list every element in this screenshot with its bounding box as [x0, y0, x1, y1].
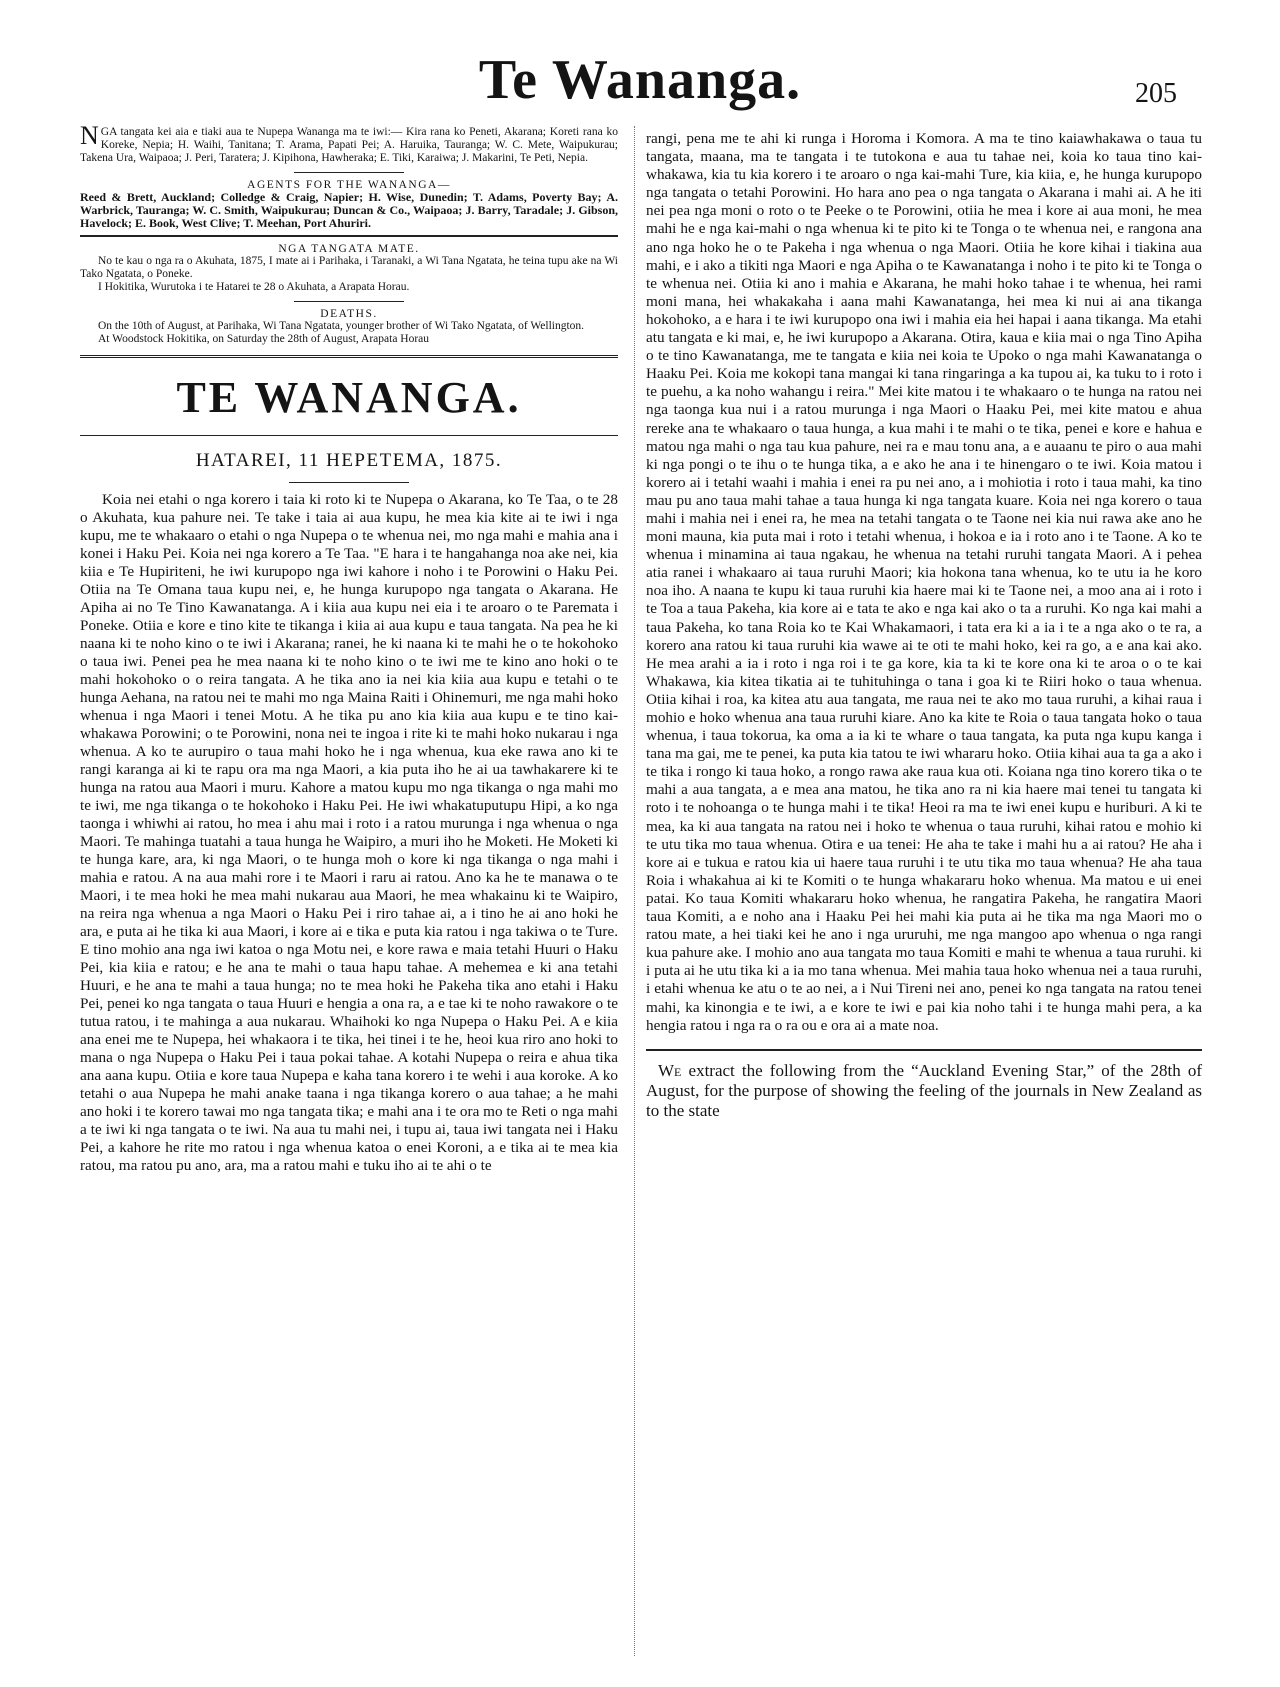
divider [294, 301, 404, 302]
extract-intro [646, 1061, 1202, 1121]
newspaper-title: Te Wananga. [478, 49, 802, 111]
deaths-maori-notice [80, 243, 618, 294]
editorial-dateline: HATAREI, 11 HEPETEMA, 1875. [195, 450, 503, 471]
divider [294, 172, 404, 173]
subscribers-notice [80, 121, 618, 165]
editorial-body-right: rangi, pena me te ahi ki runga i Horoma i Komora. A ma te tino kaiawhakawa o taua tu tangata, maana, ma te tangata i te tutokona e aua tu tahae nei, koia ko taua tino kai-whakawa, kia tu kia korero i te aroaro o nga kai-mahi Ture, kia kiia, e, he hunga kurupopo nga tangata o tetahi Porowini. Ho hara ano pea o nga tangata o Akarana i mahi ai. A he iti nei pea nga moni o roto o te Peeke o te Porowini, otiia he mea i kore ai aua moni, he mea mahi he e nga kai-mahi o nga whenua ki te pito ki te Tonga o te whenua nei, e rangona ana ano nga hoko he o te Pakeha i nga whenua o nga Maori. Otiia he kore kihai i tiakina aua mahi, e i ako a tikiti nga Maori e nga Apiha o te Kawanatanga i noho i te pito ki te Tonga o te whenua nei. Otiia ki ano i mahia e Akarana, he mahi hoko tahae i te whenua, hei rami moni mana, hei whakakaha i aana mahi Kawanatanga, hei mea ki nui ai ana tikanga hokohoko, a e hara i te iwi kurupopo ona iwi i mahia eia hei hapai i aana tikanga. Ma etahi atu tangata e ki mai, e, he iwi kurupopo a Akarana. Otira, kaua e kiia mai o nga Tino Apiha o te tino Kawanatanga, me te tangata e kiia nei koia te Upoko o nga mahi Kawanatanga o Haaku Pei. Koia me kokopi tana mangai ki tana ringaringa a ka tupou ai, ka tuku to i roto i te puehu, a ka noho wahangu i reira." Mei kite matou i te whakaaro o te hunga na ratou nei nga taonga kua nui i a ratou murunga i nga Maori o Haaku Pei, mei kite matou e ahua rereke ana te whakaaro o taua hunga, a kua mahi i te mahi o te tika, penei e kore e hahua e matou nga mahi o nga tau kua pahure, nei ra e mau tonu ana, a e auaanu te piro o aua mahi ki nga pongi o te ihu o te hunga tika, a e ako he ana i te hinengaro o te iwi. Koia matou i korero ai i tetahi waahi i mahia i enei ra pu nei ano, a i mohiotia i roto i taua mahi, ka tino mau pu ano taua mahi tahae a taua hunga ki nga tangata kuare. Koia nei nga korero o taua mahi i mahia nei i enei ra, he mea na tetahi tangata o te Taone nei kia nui rawa ake ano he moni mauna, kia puta mai i roto i tetahi whenua, i hokoa e ia i roto ano i te Taone. A ko te whenua i minamina ai taua ngakau, he whenua na tetahi ruruhi tangata Maori. A i pehea atia ranei i whakaaro ai taua ruruhi Maori; kia hokona tana whenua, ko te utu ia he koro noa iho. A naana te kupu ki taua ruruhi kia haere mai ki te Taone nei, a moo ana ai i roto i te Toa a taua Pakeha, kia kore ai e tata te ako e nga kai ako o ta a ruruhi. Ko nga kai mahi a taua Pakeha, ko tana Roia ko te Kai Whakamaori, i tata era ki a ia i te a nga ako o te ra, a korero ana ratou ki taua ruruhi kia wawe ai te oti te mahi hoko, kei ra go, a e ana kai ako. He mea arahi a ia i roto i nga roi i te ga kore, kia ta ki te kore ona ki te aroa o o te kai Whakawa, kia kitea tikatia ai te tuhituhinga o tana i goa ki te Riiri hoko o taua whenua. Otiia kihai i roa, ka kitea atu aua tangata, me raua nei te ako mo taua ruruhi, a kihai raua i mohio e hoko whenua ana taua ruruhi kiare. Ano ka kite te Roia o taua tangata hoko o taua whenua, i taua tokorua, ka oma a ia ki te whare o taua tangata, ka puta nga kupu kanga i tana ma gai, me te penei, ka puta kia tatou te iwi whararu hoko. Otiia kihai aua ta ga a ako i te tika i rongo ki taua hoko, a rongo rawa ake raua kua oti. Koiana nga tino korero tika o te mahi a aua tangata, a e mea ana matou, he tika ano ra ni kia haere mai tenei tu tangata ki roto i te nohoanga o te hunga mahi i te tika! Heoi ra ma te iwi enei kupu e huriburi. A ki te mea, ka ki aua tangata na ratou nei i hoko te whenua o taua ruruhi, kihai ratou e mohio ki te utu tika mo taua whenua. Otira e ua tenei: He aha te take i mahi hu a ai ratou? He aha i kore ai e tukua e ratou kia ui haere taua ruruhi i te utu tika mo taua whenua? He aha taua Roia i whakahua ai ki te Komiti o te hunga whakararu hoko whenua. Ma matou e ui enei patai. Ko taua Komiti whakararu hoko whenua, he rangatira Pakeha, he rangatira Maori taua Komiti, a e noho ana i Haaku Pei hei mahi kia puta ai he tika ma nga Maori mo o ratou mate, a hei tiaki kei he ano i nga ururuhi, me nga mangoo apo whenua o nga rangi kua pahure ake. I mohio ano aua tangata mo taua Komiti e mahi te whenua a taua ruruhi. ki i puta ai he utu tika ki a ia mo tana whenua. Mei mahia taua hoko whenua nei a taua ruruhi, i etahi whenua ke atu o te ao nei, a i Nui Tireni nei ano, penei ko nga tangata na ratou tenei mahi, ka kinongia e te iwi, a e kore te iwi e pai kia noho tahi i te hunga mahi pera, a ka hengia ratou i nga ra o ra ou e ora ai a mate noa. [646, 130, 1202, 1034]
right-column [646, 130, 1202, 1121]
column-divider [634, 126, 636, 1656]
deaths-maori-entry: No te kau o nga ra o Akuhata, 1875, I mate ai i Parihaka, i Taranaki, a Wi Tana Ngatata, he teina tupu ake na Wi Tako Ngatata, o Poneke. [80, 255, 618, 280]
extract-text: extract the following from the “Auckland Evening Star,” of the 28th of August, for the purpose of showing the feeling of the journals in New Zealand as to the state [646, 1060, 1202, 1120]
extract-lead: We [658, 1060, 682, 1080]
deaths-heading: DEATHS. [320, 308, 378, 320]
divider [80, 235, 618, 237]
masthead [0, 48, 1280, 128]
divider [289, 482, 409, 483]
deaths-entry: At Woodstock Hokitika, on Saturday the 28th of August, Arapata Horau [98, 333, 430, 345]
page-number: 205 [1135, 78, 1177, 109]
deaths-maori-entry: I Hokitika, Wurutoka i te Hatarei te 28 o Akuhata, a Arapata Horau. [98, 281, 410, 293]
subscribers-text: GA tangata kei aia e tiaki aua te Nupepa Wananga ma te iwi:— Kira rana ko Peneti, Akarana; Koreti rana ko Koreke, Nepia; H. Waihi, Tanitana; T. Arama, Papati Pei; A. Haruika, Tauranga; W. C. Mete, Waipukurau; Takena Ura, Waipaoa; J. Peri, Taratera; J. Kipihona, Hawheraka; E. Tiki, Karaiwa; J. Makarini, Te Peti, Nepia. [80, 126, 618, 164]
deaths-english-notice [80, 308, 618, 346]
deaths-entry: On the 10th of August, at Parihaka, Wi Tana Ngatata, younger brother of Wi Tako Ngatata, of Wellington. [98, 320, 585, 332]
deaths-maori-heading: NGA TANGATA MATE. [278, 243, 420, 255]
dropcap: N [80, 121, 99, 150]
agents-text: Reed & Brett, Auckland; Colledge & Craig, Napier; H. Wise, Dunedin; T. Adams, Poverty Bay; A. Warbrick, Tauranga; W. C. Smith, Waipukurau; Duncan & Co., Waipaoa; J. Barry, Taradale; J. Gibson, Havelock; E. Book, West Clive; T. Meehan, Port Ahuriri. [80, 190, 618, 230]
divider [646, 1049, 1202, 1051]
agents-heading: AGENTS FOR THE WANANGA— [247, 179, 451, 191]
divider [80, 355, 618, 358]
agents-notice [80, 179, 618, 230]
divider [80, 435, 618, 436]
editorial-title: TE WANANGA. [176, 373, 522, 422]
left-column [80, 121, 618, 1175]
editorial-body-left: Koia nei etahi o nga korero i taia ki roto ki te Nupepa o Akarana, ko Te Taa, o te 28 o Akuhata, kua pahure nei. Te take i taia ai aua kupu, he mea kia kite ai te iwi i nga kupu, me te whakaaro o etahi o nga Nupepa o te whenua nei, mo nga mahi e mahia ana i konei i Haku Pei. Koia nei nga korero a Te Taa. "E hara i te hangahanga noa ake nei, kia kiia e Te Hupiriteni, he iwi kurupopo nga iwi kahore i noho i te Porowini o Haku Pei. Otiia na Te Omana taua kupu nei, e, he hunga kurupopo nga tangata o Akarana. He Apiha ai no Te Tino Kawanatanga. A i kiia aua kupu nei eia i te aroaro o te Paremata i Poneke. Otiia e kore e tino kite te tikanga i kiia ai aua kupu e taua tangata. Na pea he ki naana ki te noho kino o te iwi i Akarana; ranei, he ki naana ki te mahi he o te hokohoko o taua iwi. Penei pea he mea naana ki te noho kino o te iwi me te kino ano hoki o te mahi hokohoko o o reira tangata. A he tika ano ia nei kia kiia aua kupu e tetahi o te hunga Aehana, na ratou nei te mahi mo nga Maina Raiti i Ohinemuri, me nga mahi hoko whenua i nga Maori i tenei Motu. A he tika pu ano kia kiia aua kupu e te tino kai-whakawa Porowini; o te Porowini, nona nei te ingoa i rite ki te mahi hoko nukarau i nga whenua. A ko te aurupiro o taua mahi hoko he i nga whenua, kua eke rawa ano ki te rangi karanga ai ki te rapu ora ma nga Maori, a kia puta iho he ai ua tawhakarere ki te hunga na ratou aua Maori i muru. Kahore a matou kupu mo nga tikanga o nga mahi mo te iwi, me nga tikanga o te hokohoko i Haku Pei. He iwi whakatuputupu Hipi, a ko nga taonga i whiwhi ai ratou, ho mea i ahu mai i roto i a ratou murunga i nga whenua o nga Maori. Te mahinga tuatahi a taua hunga he Waipiro, a muri iho he Moketi. He Moketi ki te hunga kare, ara, ki nga Maori, o te hunga moh o kore ki nga tikanga o nga mahi i mahia e ratou. A na aua mahi rore i te Maori i raru ai ratou. Ano ka he te manawa o te Maori, i te mea hoki he mea mahi nukarau aua Maori, he mea whakainu ki te Waipiro, na reira nga whenua a nga Maori o Haku Pei i riro tahae ai, a i tino he ai ano hoki he ara, e puta ai he tika ki aua Maori, i kore ai e tika e puta kia ratou i nga takiwa o te Ture. E tino mohio ana nga iwi katoa o nga Motu nei, e kore rawa e maia tetahi Huuri o Haku Pei, kia kiia e ratou; e he ana te mahi o taua hapu tahae. A mehemea e ki ana tetahi Huuri, e he ana te mahi a taua hunga; no te mea hoki he Pakeha tika ano etahi i Haku Pei, penei ko nga tangata o taua Huuri e hengia a ona ra, a e tae ki te noho rawakore o te tutua ratou, i te mahinga a aua nukarau. Whaihoki ko nga Nupepa o Haku Pei. A e kiia ana enei me te Nupepa, hei whakaora i te tika, hei tinei i te he, heoi kua riro ano hoki to mana o nga Nupepa o Haku Pei i taua pokai tahae. A kotahi Nupepa o reira e ahua tika ana aana kupu. Otiia e kore taua Nupepa e kaha tana korero i te wehi i aua koroke. A ko tetahi o aua Nupepa he mahi anake taana i nga tikanga korero o aua tahae; a he mahi ano hoki i te korero tawai mo nga tangata tika; e mahi ana i te ora mo te Reti o nga mahi a te iwi ki nga tangata o te iwi. Na aua tu mahi nei, i tupu ai, taua iwi tangata nei i Haku Pei, a kahore he rite mo ratou i nga whenua katoa o enei Koroni, a e tika ai te mea kia ratou, ma ratou pu ano, ara, ma a ratou mahi e tuku iho ai te ahi o te [80, 491, 618, 1174]
